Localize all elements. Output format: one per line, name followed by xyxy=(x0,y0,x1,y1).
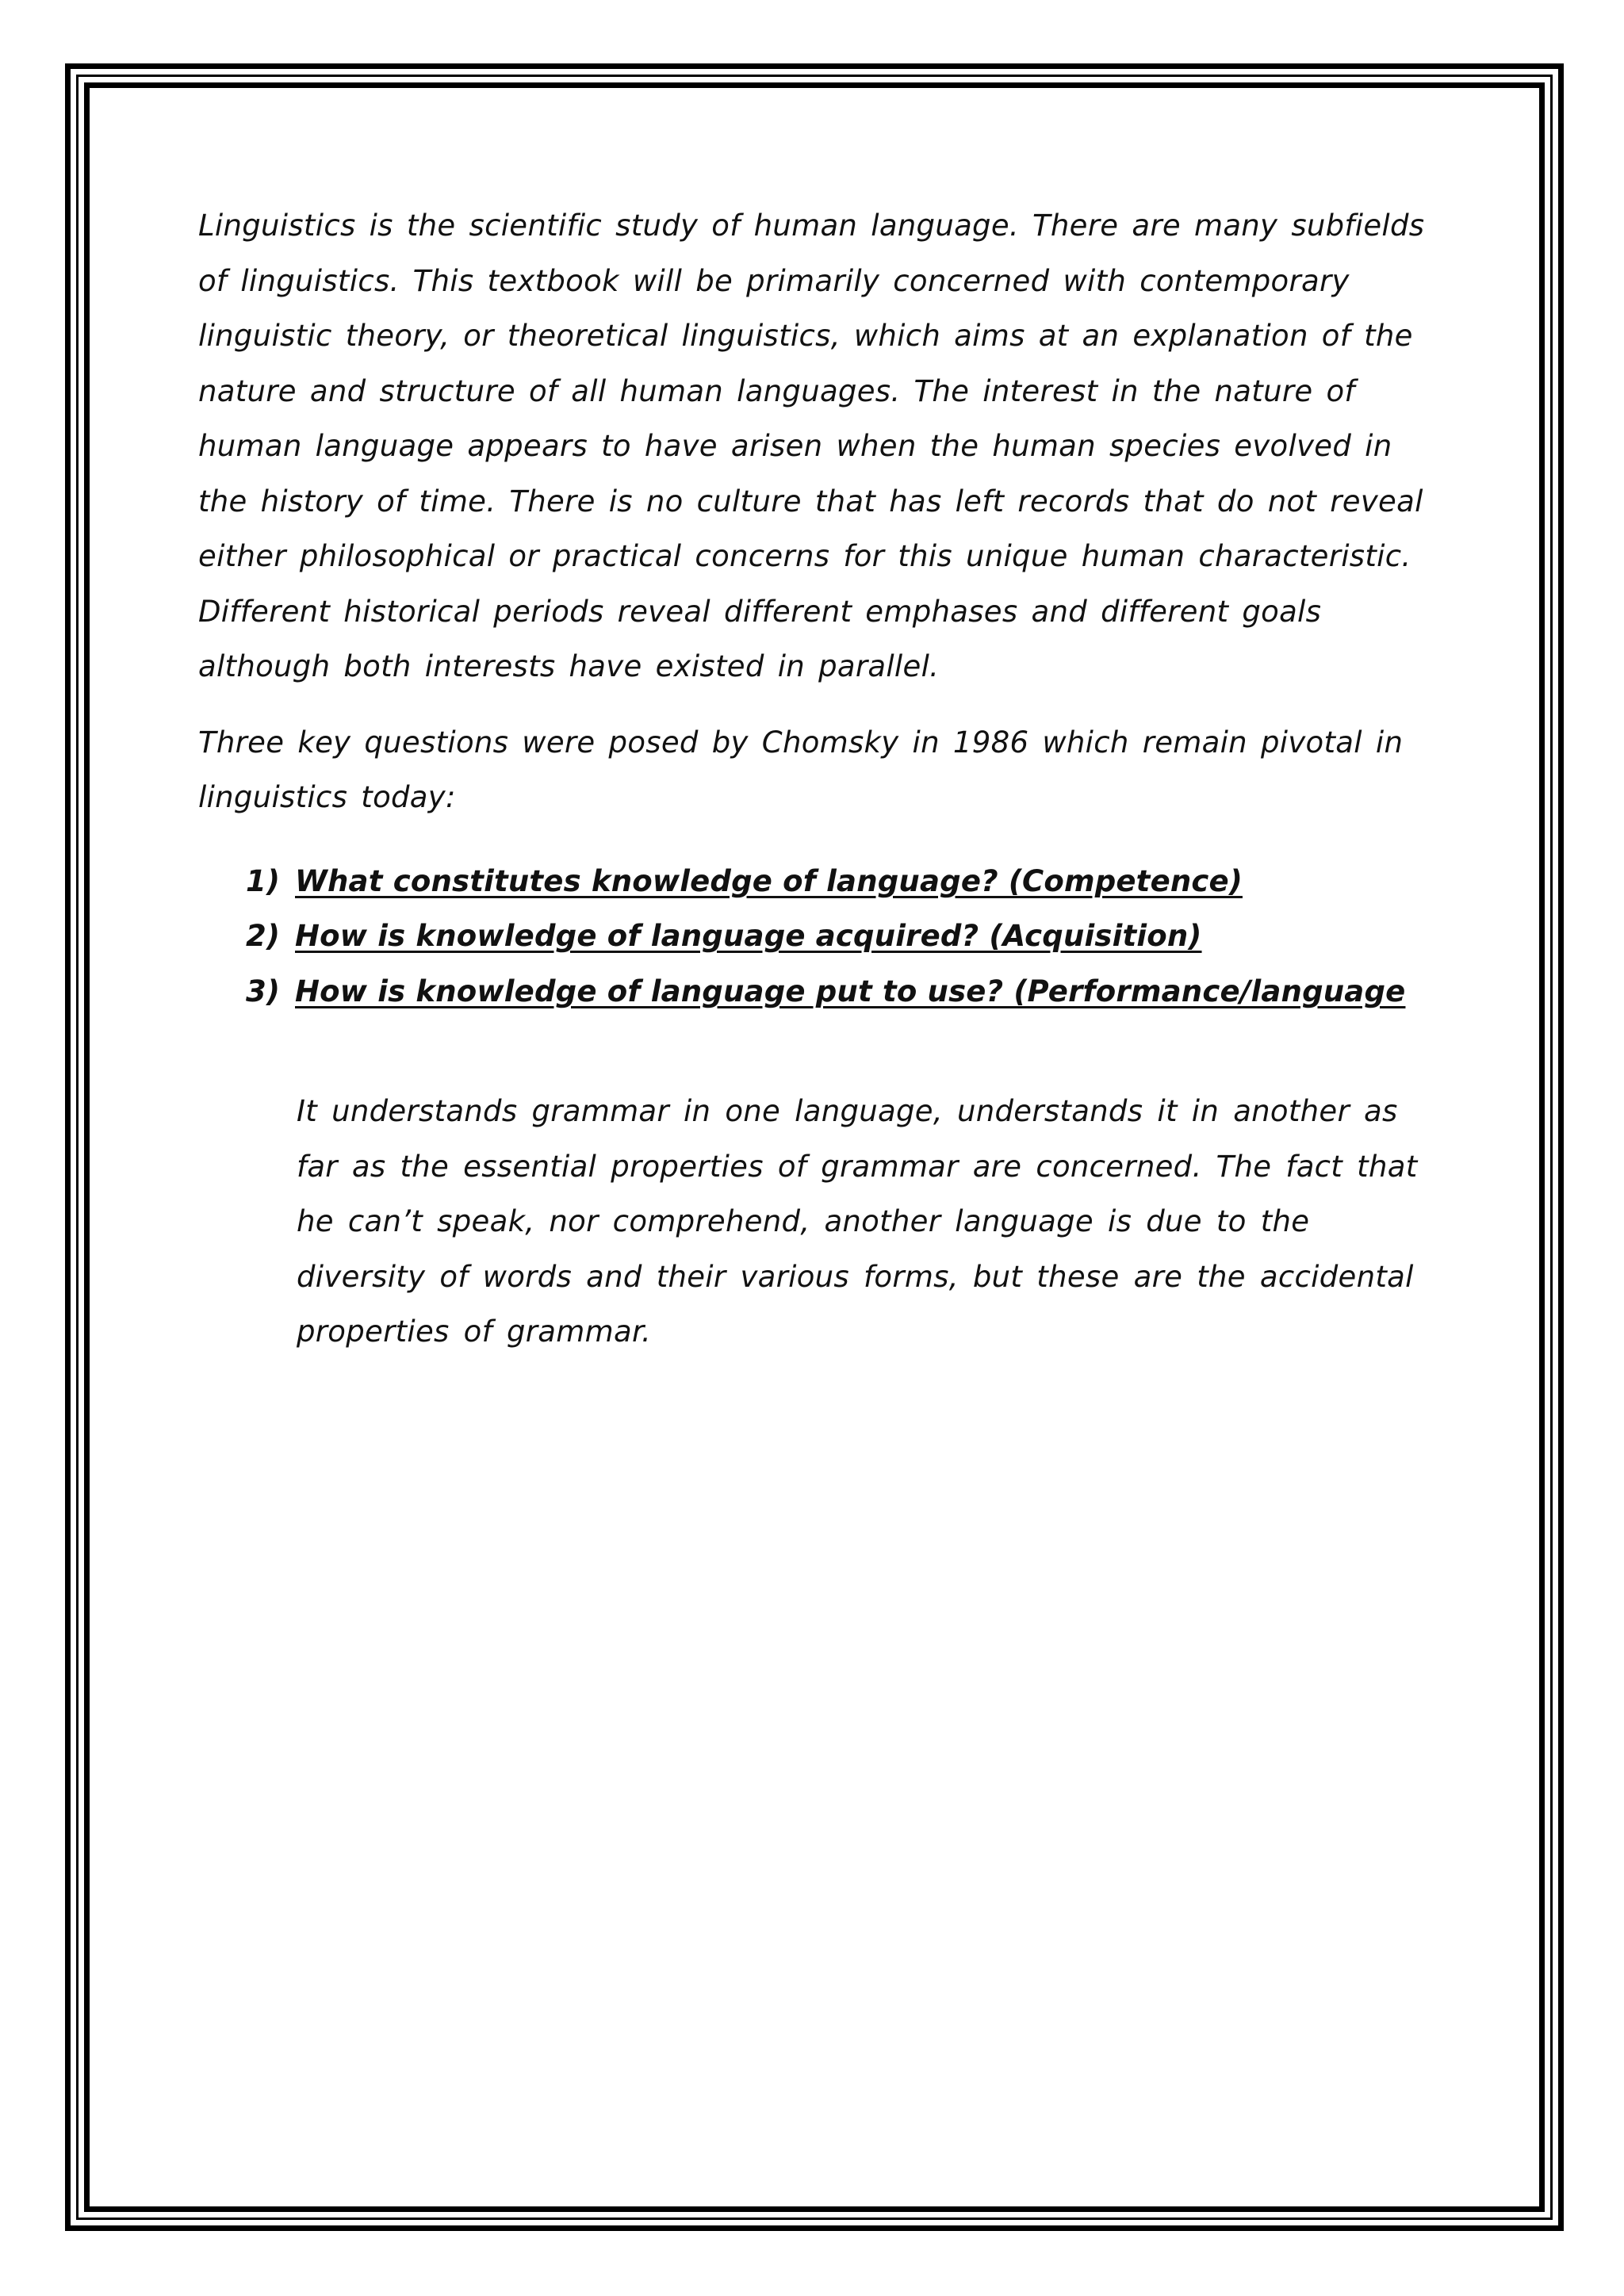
key-questions-list xyxy=(198,854,1435,1020)
intro-paragraph: Linguistics is the scientific study of human language. There are many subfields of linguistics. This textbook will be primarily concerned with contemporary linguistic theory, or theoretical linguistics, which aims at an explanation of the nature and structure of all human languages. The interest in the nature of human language appears to have arisen when the human species evolved in the history of time. There is no culture that has left records that do not reveal either philosophical or practical concerns for this unique human characteristic. Different historical periods reveal different emphases and different goals although both interests have existed in parallel. xyxy=(198,209,1425,683)
question-text: What constitutes knowledge of language? (Competence) xyxy=(295,863,1243,898)
page-content xyxy=(198,198,1435,1360)
list-item xyxy=(198,854,1435,909)
question-number: 2) xyxy=(246,919,281,953)
question-number: 3) xyxy=(246,974,281,1008)
question-number: 1) xyxy=(246,863,281,898)
list-item xyxy=(198,964,1435,1020)
block-quote: It understands grammar in one language, understands it in another as far as the essential properties of grammar are concerned. The fact that he can’t speak, nor comprehend, another language is due to the diversity of words and their various forms, but these are the accidental properties of grammar. xyxy=(297,1094,1418,1349)
list-item xyxy=(198,909,1435,964)
question-text: How is knowledge of language put to use? (Performance/language xyxy=(295,974,1406,1008)
questions-intro-paragraph: Three key questions were posed by Chomsky in 1986 which remain pivotal in linguistics today: xyxy=(198,725,1404,814)
question-text: How is knowledge of language acquired? (Acquisition) xyxy=(295,919,1202,953)
